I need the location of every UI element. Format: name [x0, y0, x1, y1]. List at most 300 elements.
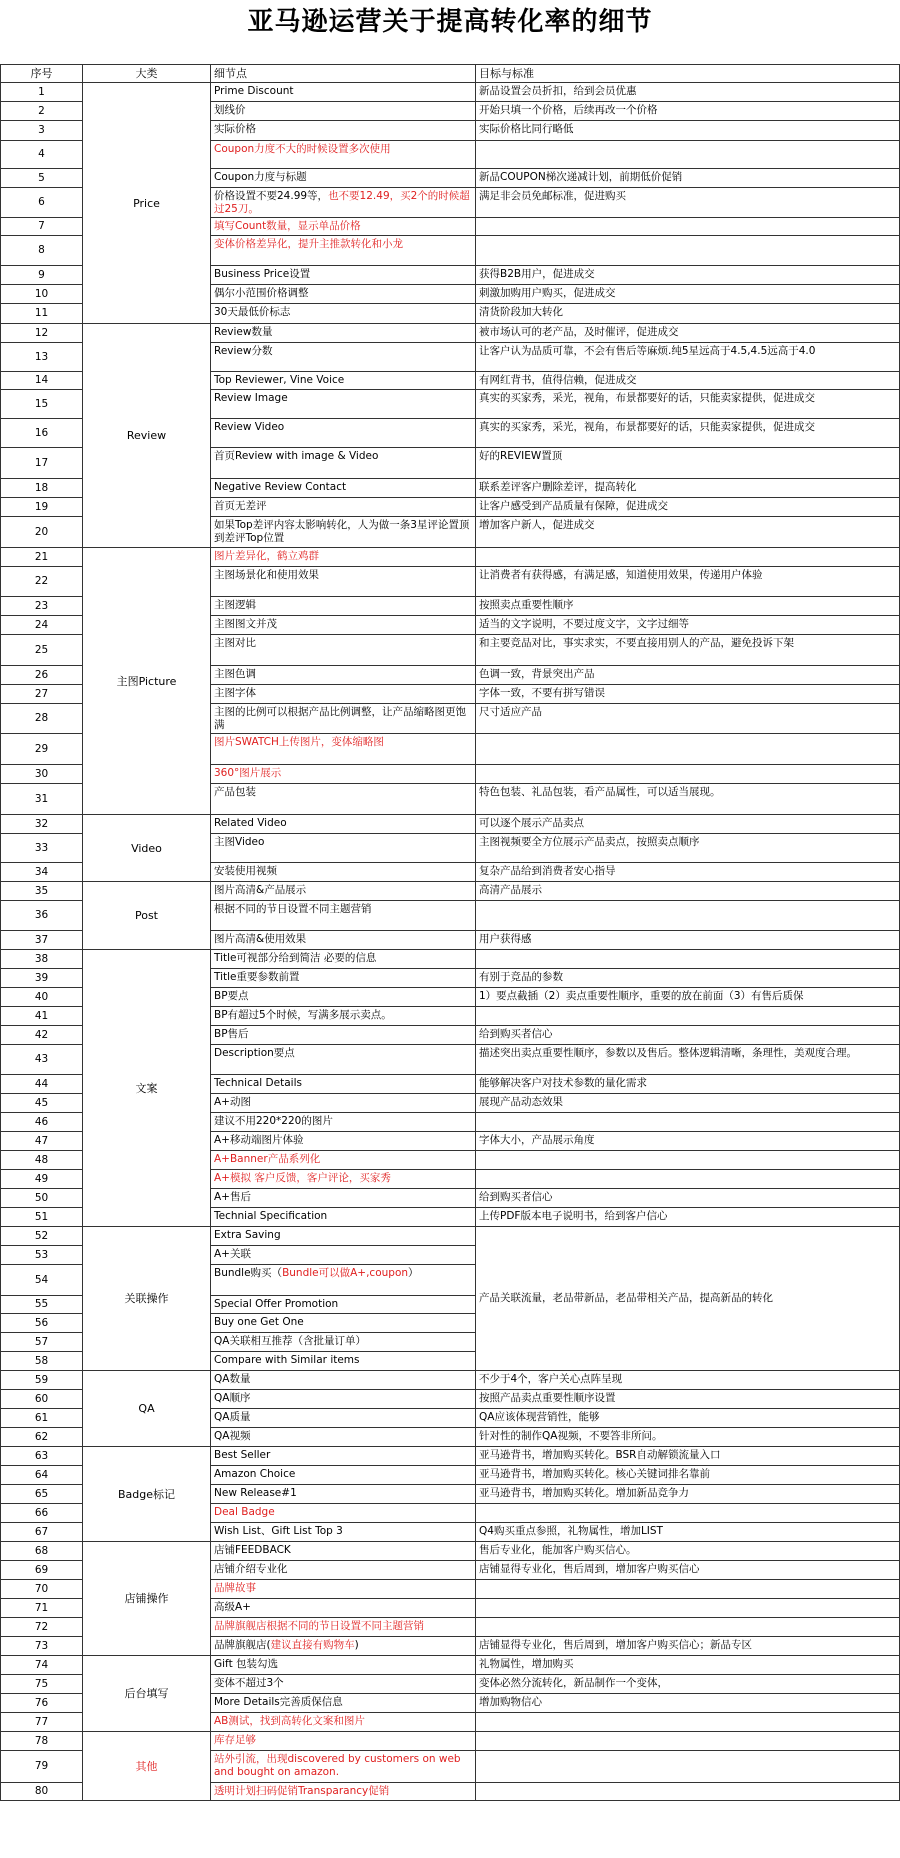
category-cell: Price	[83, 83, 211, 324]
detail-text: 图片高清&产品展示	[214, 884, 307, 896]
detail-text: 库存足够	[214, 1734, 256, 1746]
row-number: 57	[1, 1333, 83, 1352]
detail-cell	[211, 169, 476, 188]
detail-cell	[211, 479, 476, 498]
category-cell: Post	[83, 882, 211, 950]
row-number: 53	[1, 1246, 83, 1265]
row-number: 37	[1, 931, 83, 950]
row-number: 7	[1, 218, 83, 236]
detail-text: A+售后	[214, 1191, 251, 1203]
detail-text: Description要点	[214, 1047, 295, 1059]
goal-cell: 礼物属性，增加购买	[476, 1656, 900, 1675]
detail-cell	[211, 882, 476, 901]
row-number: 25	[1, 635, 83, 666]
detail-text: Coupon力度不大的时候设置多次使用	[214, 143, 391, 155]
category-cell: Badge标记	[83, 1447, 211, 1542]
detail-cell	[211, 1542, 476, 1561]
detail-cell	[211, 343, 476, 372]
goal-cell: Q4购买重点参照，礼物属性，增加LIST	[476, 1523, 900, 1542]
row-number: 64	[1, 1466, 83, 1485]
goal-cell: 清货阶段加大转化	[476, 304, 900, 324]
header-category: 大类	[83, 65, 211, 83]
goal-cell	[476, 950, 900, 969]
row-number: 10	[1, 285, 83, 304]
goal-cell	[476, 1732, 900, 1751]
goal-cell: 色调一致，背景突出产品	[476, 666, 900, 685]
row-number: 39	[1, 969, 83, 988]
page-title: 亚马逊运营关于提高转化率的细节	[247, 7, 653, 37]
goal-cell: 按照卖点重要性顺序	[476, 597, 900, 616]
detail-cell	[211, 372, 476, 390]
detail-cell	[211, 1333, 476, 1352]
row-number: 62	[1, 1428, 83, 1447]
table-row	[1, 83, 900, 102]
goal-cell: 售后专业化，能加客户购买信心。	[476, 1542, 900, 1561]
goal-cell: 被市场认可的老产品，及时催评，促进成交	[476, 324, 900, 343]
detail-text: 偶尔小范围价格调整	[214, 287, 309, 299]
goal-cell: 增加客户新人，促进成交	[476, 517, 900, 548]
table-row	[1, 1732, 900, 1751]
row-number: 66	[1, 1504, 83, 1523]
category-cell: Review	[83, 324, 211, 548]
row-number: 48	[1, 1151, 83, 1170]
detail-text: 品牌旗舰店根据不同的节日设置不同主题营销	[214, 1620, 424, 1632]
goal-cell: 尺寸适应产品	[476, 704, 900, 734]
row-number: 44	[1, 1075, 83, 1094]
detail-text: 360°图片展示	[214, 767, 282, 779]
detail-cell	[211, 616, 476, 635]
detail-text: Related Video	[214, 817, 287, 829]
detail-text: Title重要参数前置	[214, 971, 300, 983]
goal-cell: 店铺显得专业化，售后周到，增加客户购买信心；新品专区	[476, 1637, 900, 1656]
detail-cell	[211, 1371, 476, 1390]
detail-text: Review Image	[214, 392, 288, 404]
detail-text: 变体不超过3个	[214, 1677, 284, 1689]
goal-cell: 新品设置会员折扣，给到会员优惠	[476, 83, 900, 102]
detail-cell	[211, 1713, 476, 1732]
goal-cell: 让客户认为品质可靠，不会有售后等麻烦.纯5星远高于4.5,4.5远高于4.0	[476, 343, 900, 372]
detail-text: QA关联相互推荐（含批量订单）	[214, 1335, 366, 1347]
goal-cell: 字体大小，产品展示角度	[476, 1132, 900, 1151]
goal-cell: 联系差评客户删除差评，提高转化	[476, 479, 900, 498]
goal-cell: 展现产品动态效果	[476, 1094, 900, 1113]
table-row	[1, 1227, 900, 1246]
goal-cell: 字体一致，不要有拼写错误	[476, 685, 900, 704]
detail-cell	[211, 1296, 476, 1314]
detail-text: Review数量	[214, 326, 273, 338]
detail-cell	[211, 1045, 476, 1075]
row-number: 47	[1, 1132, 83, 1151]
detail-cell	[211, 1227, 476, 1246]
goal-cell	[476, 765, 900, 784]
goal-cell	[476, 1151, 900, 1170]
row-number: 27	[1, 685, 83, 704]
detail-cell	[211, 1751, 476, 1783]
detail-text: Top Reviewer, Vine Voice	[214, 374, 345, 386]
goal-cell	[476, 236, 900, 266]
detail-cell	[211, 1783, 476, 1801]
goal-cell: 针对性的制作QA视频，不要答非所问。	[476, 1428, 900, 1447]
row-number: 56	[1, 1314, 83, 1333]
row-number: 41	[1, 1007, 83, 1026]
detail-text: 图片高清&使用效果	[214, 933, 307, 945]
row-number: 1	[1, 83, 83, 102]
row-number: 49	[1, 1170, 83, 1189]
detail-cell	[211, 1599, 476, 1618]
goal-cell: 让客户感受到产品质量有保障，促进成交	[476, 498, 900, 517]
detail-cell	[211, 188, 476, 218]
detail-cell	[211, 1007, 476, 1026]
detail-cell	[211, 988, 476, 1007]
goal-cell: 主图视频要全方位展示产品卖点，按照卖点顺序	[476, 834, 900, 863]
goal-cell: 适当的文字说明，不要过度文字，文字过细等	[476, 616, 900, 635]
detail-cell	[211, 121, 476, 141]
detail-text: 产品包装	[214, 786, 256, 798]
detail-cell	[211, 1618, 476, 1637]
row-number: 15	[1, 390, 83, 419]
detail-cell	[211, 324, 476, 343]
row-number: 20	[1, 517, 83, 548]
detail-cell	[211, 448, 476, 479]
detail-text: 主图逻辑	[214, 599, 256, 611]
table-row	[1, 1371, 900, 1390]
detail-cell	[211, 1265, 476, 1296]
row-number: 21	[1, 548, 83, 567]
row-number: 42	[1, 1026, 83, 1045]
row-number: 22	[1, 567, 83, 597]
detail-text: Bundle购买（	[214, 1267, 283, 1279]
row-number: 52	[1, 1227, 83, 1246]
goal-cell	[476, 901, 900, 931]
row-number: 24	[1, 616, 83, 635]
goal-cell	[476, 141, 900, 169]
row-number: 31	[1, 784, 83, 815]
detail-text: New Release#1	[214, 1487, 297, 1499]
row-number: 46	[1, 1113, 83, 1132]
category-cell: QA	[83, 1371, 211, 1447]
row-number: 28	[1, 704, 83, 734]
detail-text: Deal Badge	[214, 1506, 275, 1518]
category-cell: 后台填写	[83, 1656, 211, 1732]
table-header-row	[1, 65, 900, 83]
row-number: 17	[1, 448, 83, 479]
row-number: 35	[1, 882, 83, 901]
detail-cell	[211, 1656, 476, 1675]
goal-cell: 让消费者有获得感，有满足感，知道使用效果，传递用户体验	[476, 567, 900, 597]
detail-text: 实际价格	[214, 123, 256, 135]
goal-cell: 用户获得感	[476, 931, 900, 950]
header-serial: 序号	[1, 65, 83, 83]
row-number: 75	[1, 1675, 83, 1694]
goal-cell: 1）要点截插（2）卖点重要性顺序，重要的放在前面（3）有售后质保	[476, 988, 900, 1007]
goal-cell: 给到购买者信心	[476, 1189, 900, 1208]
detail-text: A+Banner产品系列化	[214, 1153, 321, 1165]
detail-text: )	[354, 1639, 359, 1651]
detail-text: Best Seller	[214, 1449, 271, 1461]
detail-cell	[211, 784, 476, 815]
detail-text: BP有超过5个时候，写满多展示卖点。	[214, 1009, 392, 1021]
goal-cell: 实际价格比同行略低	[476, 121, 900, 141]
detail-text: 根据不同的节日设置不同主题营销	[214, 903, 372, 915]
table-row	[1, 882, 900, 901]
row-number: 32	[1, 815, 83, 834]
row-number: 4	[1, 141, 83, 169]
detail-cell	[211, 815, 476, 834]
goal-cell: 获得B2B用户，促进成交	[476, 266, 900, 285]
detail-cell	[211, 1113, 476, 1132]
row-number: 11	[1, 304, 83, 324]
row-number: 3	[1, 121, 83, 141]
row-number: 16	[1, 419, 83, 448]
row-number: 23	[1, 597, 83, 616]
row-number: 18	[1, 479, 83, 498]
detail-cell	[211, 1132, 476, 1151]
goal-cell: 满足非会员免邮标准，促进购买	[476, 188, 900, 218]
table-row	[1, 1447, 900, 1466]
row-number: 60	[1, 1390, 83, 1409]
detail-text: 店铺FEEDBACK	[214, 1544, 291, 1556]
detail-text: QA视频	[214, 1430, 251, 1442]
goal-cell: 亚马逊背书，增加购买转化。增加新品竞争力	[476, 1485, 900, 1504]
detail-text: 也不要12.49，买2个的时候超过25刀。	[214, 190, 470, 215]
row-number: 65	[1, 1485, 83, 1504]
detail-cell	[211, 950, 476, 969]
detail-text: Amazon Choice	[214, 1468, 296, 1480]
row-number: 40	[1, 988, 83, 1007]
goal-cell: 变体必然分流转化，新品制作一个变体，	[476, 1675, 900, 1694]
detail-text: Prime Discount	[214, 85, 294, 97]
detail-cell	[211, 1246, 476, 1265]
goal-cell: 开始只填一个价格，后续再改一个价格	[476, 102, 900, 121]
detail-cell	[211, 1675, 476, 1694]
goal-cell: 能够解决客户对技术参数的量化需求	[476, 1075, 900, 1094]
goal-cell	[476, 1113, 900, 1132]
goal-cell: 真实的买家秀，采光，视角，布景都要好的话，只能卖家提供，促进成交	[476, 419, 900, 448]
detail-text: 建议直接有购物车	[270, 1639, 355, 1651]
detail-text: 变体价格差异化，提升主推款转化和小龙	[214, 238, 403, 250]
detail-text: 主图对比	[214, 637, 256, 649]
detail-cell	[211, 685, 476, 704]
header-goal: 目标与标准	[476, 65, 900, 83]
goal-cell: 真实的买家秀，采光，视角，布景都要好的话，只能卖家提供，促进成交	[476, 390, 900, 419]
detail-cell	[211, 498, 476, 517]
detail-text: AB测试，找到高转化文案和图片	[214, 1715, 365, 1727]
goal-cell	[476, 1504, 900, 1523]
detail-text: A+模拟 客户反馈，客户评论，买家秀	[214, 1172, 391, 1184]
category-cell: 店铺操作	[83, 1542, 211, 1656]
row-number: 59	[1, 1371, 83, 1390]
goal-cell	[476, 548, 900, 567]
header-detail: 细节点	[211, 65, 476, 83]
detail-cell	[211, 1523, 476, 1542]
row-number: 34	[1, 863, 83, 882]
detail-cell	[211, 1208, 476, 1227]
goal-cell	[476, 1170, 900, 1189]
row-number: 79	[1, 1751, 83, 1783]
detail-text: ）	[408, 1267, 419, 1279]
row-number: 14	[1, 372, 83, 390]
goal-cell: 不少于4个，客户关心点阵呈现	[476, 1371, 900, 1390]
detail-cell	[211, 1170, 476, 1189]
goal-cell: 复杂产品给到消费者安心指导	[476, 863, 900, 882]
table-row	[1, 324, 900, 343]
row-number: 70	[1, 1580, 83, 1599]
detail-cell	[211, 931, 476, 950]
goal-cell	[476, 1618, 900, 1637]
detail-text: Review Video	[214, 421, 285, 433]
goal-cell	[476, 1007, 900, 1026]
goal-cell: 有网红背书，值得信赖，促进成交	[476, 372, 900, 390]
detail-cell	[211, 548, 476, 567]
detail-text: 图片SWATCH上传图片，变体缩略图	[214, 736, 384, 748]
detail-cell	[211, 390, 476, 419]
detail-text: 图片差异化，鹤立鸡群	[214, 550, 319, 562]
detail-cell	[211, 236, 476, 266]
detail-text: QA数量	[214, 1373, 251, 1385]
detail-cell	[211, 1580, 476, 1599]
row-number: 77	[1, 1713, 83, 1732]
detail-text: 主图色调	[214, 668, 256, 680]
row-number: 69	[1, 1561, 83, 1580]
row-number: 26	[1, 666, 83, 685]
goal-cell	[476, 1783, 900, 1801]
detail-text: Technical Details	[214, 1077, 302, 1089]
goal-cell: 和主要竞品对比，事实求实，不要直接用别人的产品，避免投诉下架	[476, 635, 900, 666]
detail-cell	[211, 419, 476, 448]
detail-text: Buy one Get One	[214, 1316, 304, 1328]
goal-cell: 好的REVIEW置顶	[476, 448, 900, 479]
goal-cell: 店铺显得专业化，售后周到，增加客户购买信心	[476, 1561, 900, 1580]
detail-cell	[211, 969, 476, 988]
detail-cell	[211, 266, 476, 285]
detail-text: 高级A+	[214, 1601, 251, 1613]
detail-text: 透明计划扫码促销Transparancy促销	[214, 1785, 390, 1797]
detail-cell	[211, 1151, 476, 1170]
row-number: 43	[1, 1045, 83, 1075]
detail-cell	[211, 83, 476, 102]
table-row	[1, 1656, 900, 1675]
detail-cell	[211, 863, 476, 882]
detail-text: 主图场景化和使用效果	[214, 569, 319, 581]
detail-cell	[211, 1447, 476, 1466]
detail-text: 首页Review with image & Video	[214, 450, 379, 462]
row-number: 73	[1, 1637, 83, 1656]
detail-cell	[211, 597, 476, 616]
category-cell: 其他	[83, 1732, 211, 1801]
detail-text: 首页无差评	[214, 500, 267, 512]
detail-cell	[211, 1504, 476, 1523]
goal-cell: 亚马逊背书，增加购买转化。BSR自动解锁流量入口	[476, 1447, 900, 1466]
detail-text: 划线价	[214, 104, 246, 116]
detail-cell	[211, 901, 476, 931]
detail-text: Special Offer Promotion	[214, 1298, 339, 1310]
detail-cell	[211, 1466, 476, 1485]
row-number: 61	[1, 1409, 83, 1428]
detail-cell	[211, 567, 476, 597]
detail-cell	[211, 102, 476, 121]
detail-text: Extra Saving	[214, 1229, 281, 1241]
detail-text: 主图的比例可以根据产品比例调整，让产品缩略图更饱满	[214, 706, 466, 731]
table-row	[1, 548, 900, 567]
goal-cell: 亚马逊背书，增加购买转化。核心关键词排名靠前	[476, 1466, 900, 1485]
detail-text: 建议不用220*220的图片	[214, 1115, 333, 1127]
row-number: 45	[1, 1094, 83, 1113]
details-table	[0, 64, 900, 1801]
detail-text: QA顺序	[214, 1392, 251, 1404]
detail-cell	[211, 141, 476, 169]
detail-text: 品牌故事	[214, 1582, 256, 1594]
row-number: 13	[1, 343, 83, 372]
detail-cell	[211, 1075, 476, 1094]
row-number: 30	[1, 765, 83, 784]
row-number: 2	[1, 102, 83, 121]
table-body	[1, 65, 900, 1801]
detail-cell	[211, 635, 476, 666]
detail-text: Coupon力度与标题	[214, 171, 307, 183]
detail-text: 安装使用视频	[214, 865, 277, 877]
detail-cell	[211, 666, 476, 685]
detail-cell	[211, 765, 476, 784]
detail-cell	[211, 1390, 476, 1409]
goal-cell: 特色包装、礼品包装，看产品属性，可以适当展现。	[476, 784, 900, 815]
detail-text: 店铺介绍专业化	[214, 1563, 288, 1575]
goal-cell	[476, 218, 900, 236]
detail-text: BP要点	[214, 990, 249, 1002]
goal-cell: 给到购买者信心	[476, 1026, 900, 1045]
detail-text: Wish List、Gift List Top 3	[214, 1525, 343, 1537]
detail-cell	[211, 1026, 476, 1045]
row-number: 54	[1, 1265, 83, 1296]
detail-text: 主图字体	[214, 687, 256, 699]
row-number: 71	[1, 1599, 83, 1618]
detail-text: Technial Specification	[214, 1210, 328, 1222]
detail-cell	[211, 1409, 476, 1428]
category-cell: 文案	[83, 950, 211, 1227]
detail-text: BP售后	[214, 1028, 249, 1040]
category-cell: 关联操作	[83, 1227, 211, 1371]
row-number: 50	[1, 1189, 83, 1208]
detail-cell	[211, 1694, 476, 1713]
detail-cell	[211, 1561, 476, 1580]
goal-cell: 有别于竞品的参数	[476, 969, 900, 988]
detail-text: 30天最低价标志	[214, 306, 291, 318]
goal-cell: 产品关联流量，老品带新品，老品带相关产品，提高新品的转化	[476, 1227, 900, 1371]
row-number: 74	[1, 1656, 83, 1675]
row-number: 6	[1, 188, 83, 218]
detail-text: 填写Count数量，显示单品价格	[214, 220, 361, 232]
row-number: 33	[1, 834, 83, 863]
row-number: 76	[1, 1694, 83, 1713]
detail-cell	[211, 1189, 476, 1208]
goal-cell: 按照产品卖点重要性顺序设置	[476, 1390, 900, 1409]
detail-cell	[211, 834, 476, 863]
goal-cell	[476, 1580, 900, 1599]
detail-text: Negative Review Contact	[214, 481, 347, 493]
goal-cell: 增加购物信心	[476, 1694, 900, 1713]
detail-cell	[211, 1094, 476, 1113]
detail-text: 品牌旗舰店(	[214, 1639, 271, 1651]
detail-text: 主图Video	[214, 836, 265, 848]
detail-cell	[211, 1637, 476, 1656]
table-row	[1, 1542, 900, 1561]
detail-text: A+关联	[214, 1248, 251, 1260]
detail-text: More Details完善质保信息	[214, 1696, 343, 1708]
goal-cell: 描述突出卖点重要性顺序，参数以及售后。整体逻辑清晰，条理性，美观度合理。	[476, 1045, 900, 1075]
row-number: 9	[1, 266, 83, 285]
table-row	[1, 815, 900, 834]
goal-cell	[476, 1751, 900, 1783]
detail-cell	[211, 734, 476, 765]
